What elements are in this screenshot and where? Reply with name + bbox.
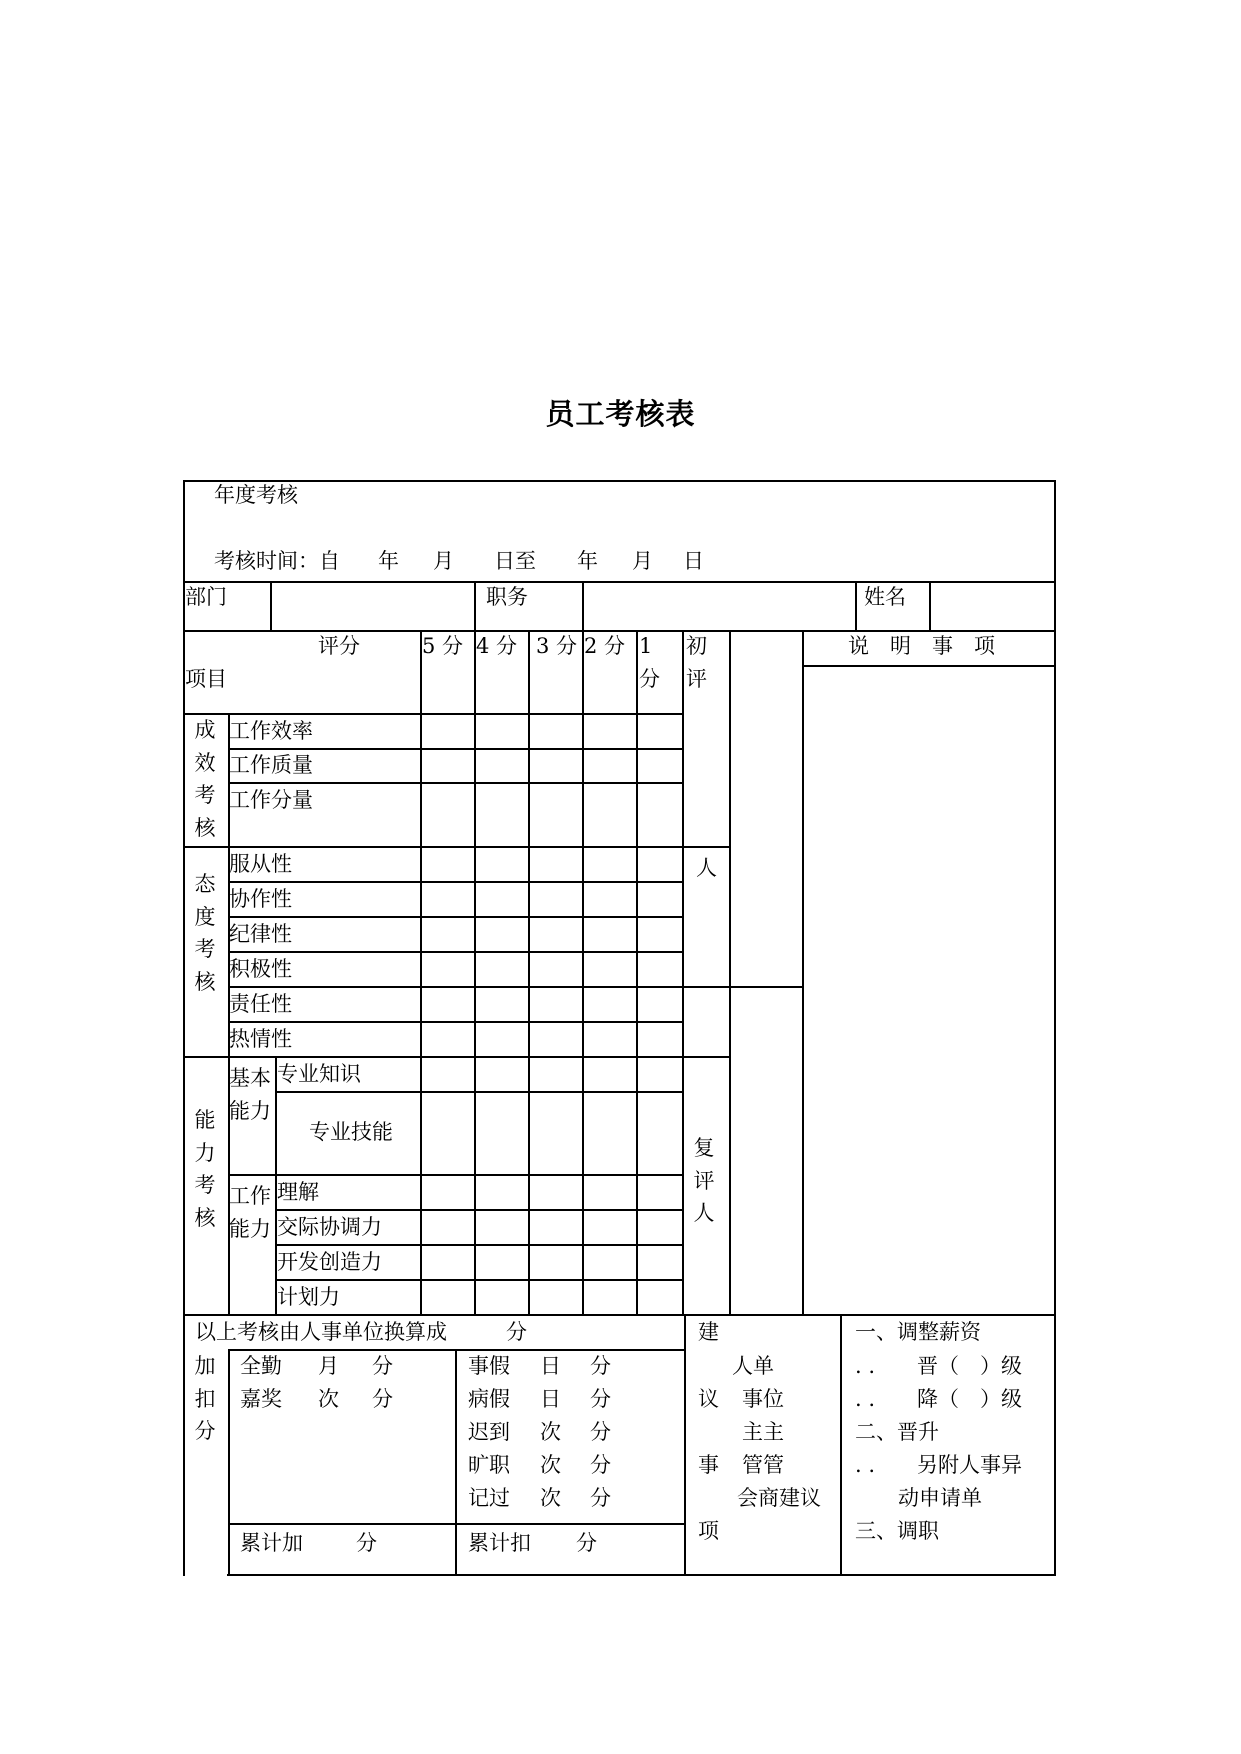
item-comprehension: 理解 (277, 1180, 319, 1204)
item-work-quantity: 工作分量 (229, 788, 313, 812)
add-full-attendance-points: 分 (372, 1354, 393, 1378)
item-planning: 计划力 (277, 1285, 340, 1309)
period-month-start: 月 (433, 549, 454, 573)
deduct-demerit-unit: 次 (540, 1486, 561, 1510)
item-initiative: 积极性 (229, 957, 292, 981)
item-label: 项目 (185, 667, 227, 691)
period-year-end: 年 (577, 549, 598, 573)
score-5-header: 5 分 (422, 634, 464, 658)
position-label: 职务 (486, 585, 528, 609)
option-adjust-salary: 一、调整薪资 (855, 1320, 981, 1344)
deduct-sick-leave-unit: 日 (540, 1387, 561, 1411)
first-review-char-2: 评 (686, 667, 707, 691)
page-title: 员工考核表 (545, 397, 696, 431)
add-full-attendance-unit: 月 (318, 1354, 339, 1378)
score-1-header-bottom: 分 (639, 667, 660, 691)
deduct-absence: 旷职 (468, 1453, 510, 1477)
suggest-line-2: 事位 (742, 1387, 784, 1411)
period-year-start: 年 (378, 549, 399, 573)
bonus-label: 加扣分 (194, 1354, 216, 1443)
deduct-personal-leave: 事假 (468, 1354, 510, 1378)
period-day-to: 日至 (494, 549, 536, 573)
suggest-char-3: 事 (698, 1453, 719, 1477)
score-3-header: 3 分 (536, 634, 578, 658)
add-commendation: 嘉奖 (240, 1387, 282, 1411)
item-communication: 交际协调力 (277, 1215, 382, 1239)
total-deduct-label: 累计扣 (468, 1531, 531, 1555)
subgroup-basic-ability: 基本能力 (229, 1066, 271, 1123)
suggest-line-3: 主主 (742, 1420, 784, 1444)
option-attach-request: . . 另附人事异 (855, 1453, 1023, 1477)
period-day-end: 日 (683, 549, 704, 573)
subgroup-work-ability: 工作能力 (229, 1184, 271, 1241)
deduct-late-unit: 次 (540, 1420, 561, 1444)
total-deduct-unit: 分 (576, 1531, 597, 1555)
item-enthusiasm: 热情性 (229, 1027, 292, 1051)
total-add-label: 累计加 (240, 1531, 303, 1555)
conversion-unit: 分 (506, 1320, 527, 1344)
add-commendation-points: 分 (372, 1387, 393, 1411)
deduct-absence-unit: 次 (540, 1453, 561, 1477)
second-reviewer-label: 复评人 (693, 1136, 715, 1225)
group-attitude-label: 态度考核 (194, 872, 216, 994)
deduct-late-points: 分 (590, 1420, 611, 1444)
notes-area[interactable] (804, 667, 1052, 1313)
conversion-text: 以上考核由人事单位换算成 (195, 1320, 447, 1344)
option-transfer: 三、调职 (855, 1519, 939, 1543)
item-responsibility: 责任性 (229, 992, 292, 1016)
item-creativity: 开发创造力 (277, 1250, 382, 1274)
notes-header: 说 明 事 项 (848, 634, 995, 658)
suggest-line-1: 人单 (732, 1354, 774, 1378)
deduct-demerit-points: 分 (590, 1486, 611, 1510)
score-label: 评分 (318, 634, 360, 658)
suggest-char-4: 项 (698, 1519, 719, 1543)
suggest-char-2: 议 (698, 1387, 719, 1411)
item-work-quality: 工作质量 (229, 753, 313, 777)
add-commendation-unit: 次 (318, 1387, 339, 1411)
dept-label: 部门 (185, 585, 227, 609)
option-promote-grade: . . 晋（ ）级 (855, 1354, 1023, 1378)
item-professional-skill: 专业技能 (309, 1120, 393, 1144)
deduct-late: 迟到 (468, 1420, 510, 1444)
suggest-char-1: 建 (698, 1320, 719, 1344)
score-4-header: 4 分 (476, 634, 518, 658)
annual-assessment-label: 年度考核 (214, 483, 298, 507)
name-field[interactable] (931, 583, 1052, 628)
deduct-sick-leave-points: 分 (590, 1387, 611, 1411)
period-label: 考核时间：自 (214, 549, 340, 573)
item-cooperation: 协作性 (229, 887, 292, 911)
item-work-efficiency: 工作效率 (229, 719, 313, 743)
option-demote-grade: . . 降（ ）级 (855, 1387, 1023, 1411)
deduct-personal-leave-unit: 日 (540, 1354, 561, 1378)
group-performance-label: 成效考核 (194, 718, 216, 840)
deduct-absence-points: 分 (590, 1453, 611, 1477)
first-review-char-3: 人 (696, 856, 717, 880)
score-1-header-top: 1 (639, 634, 653, 658)
add-full-attendance: 全勤 (240, 1354, 282, 1378)
suggest-line-5: 会商建议 (737, 1486, 821, 1510)
item-obedience: 服从性 (229, 852, 292, 876)
suggest-line-4: 管管 (742, 1453, 784, 1477)
name-label: 姓名 (864, 585, 906, 609)
total-add-unit: 分 (356, 1531, 377, 1555)
dept-field[interactable] (272, 583, 472, 628)
group-ability-label: 能力考核 (194, 1108, 216, 1230)
first-review-char-1: 初 (686, 634, 707, 658)
item-professional-knowledge: 专业知识 (277, 1062, 361, 1086)
deduct-sick-leave: 病假 (468, 1387, 510, 1411)
deduct-demerit: 记过 (468, 1486, 510, 1510)
score-2-header: 2 分 (584, 634, 626, 658)
option-promotion: 二、晋升 (855, 1420, 939, 1444)
option-attach-request-cont: 动申请单 (898, 1486, 982, 1510)
deduct-personal-leave-points: 分 (590, 1354, 611, 1378)
position-field[interactable] (584, 583, 853, 628)
item-discipline: 纪律性 (229, 922, 292, 946)
period-month-end: 月 (632, 549, 653, 573)
